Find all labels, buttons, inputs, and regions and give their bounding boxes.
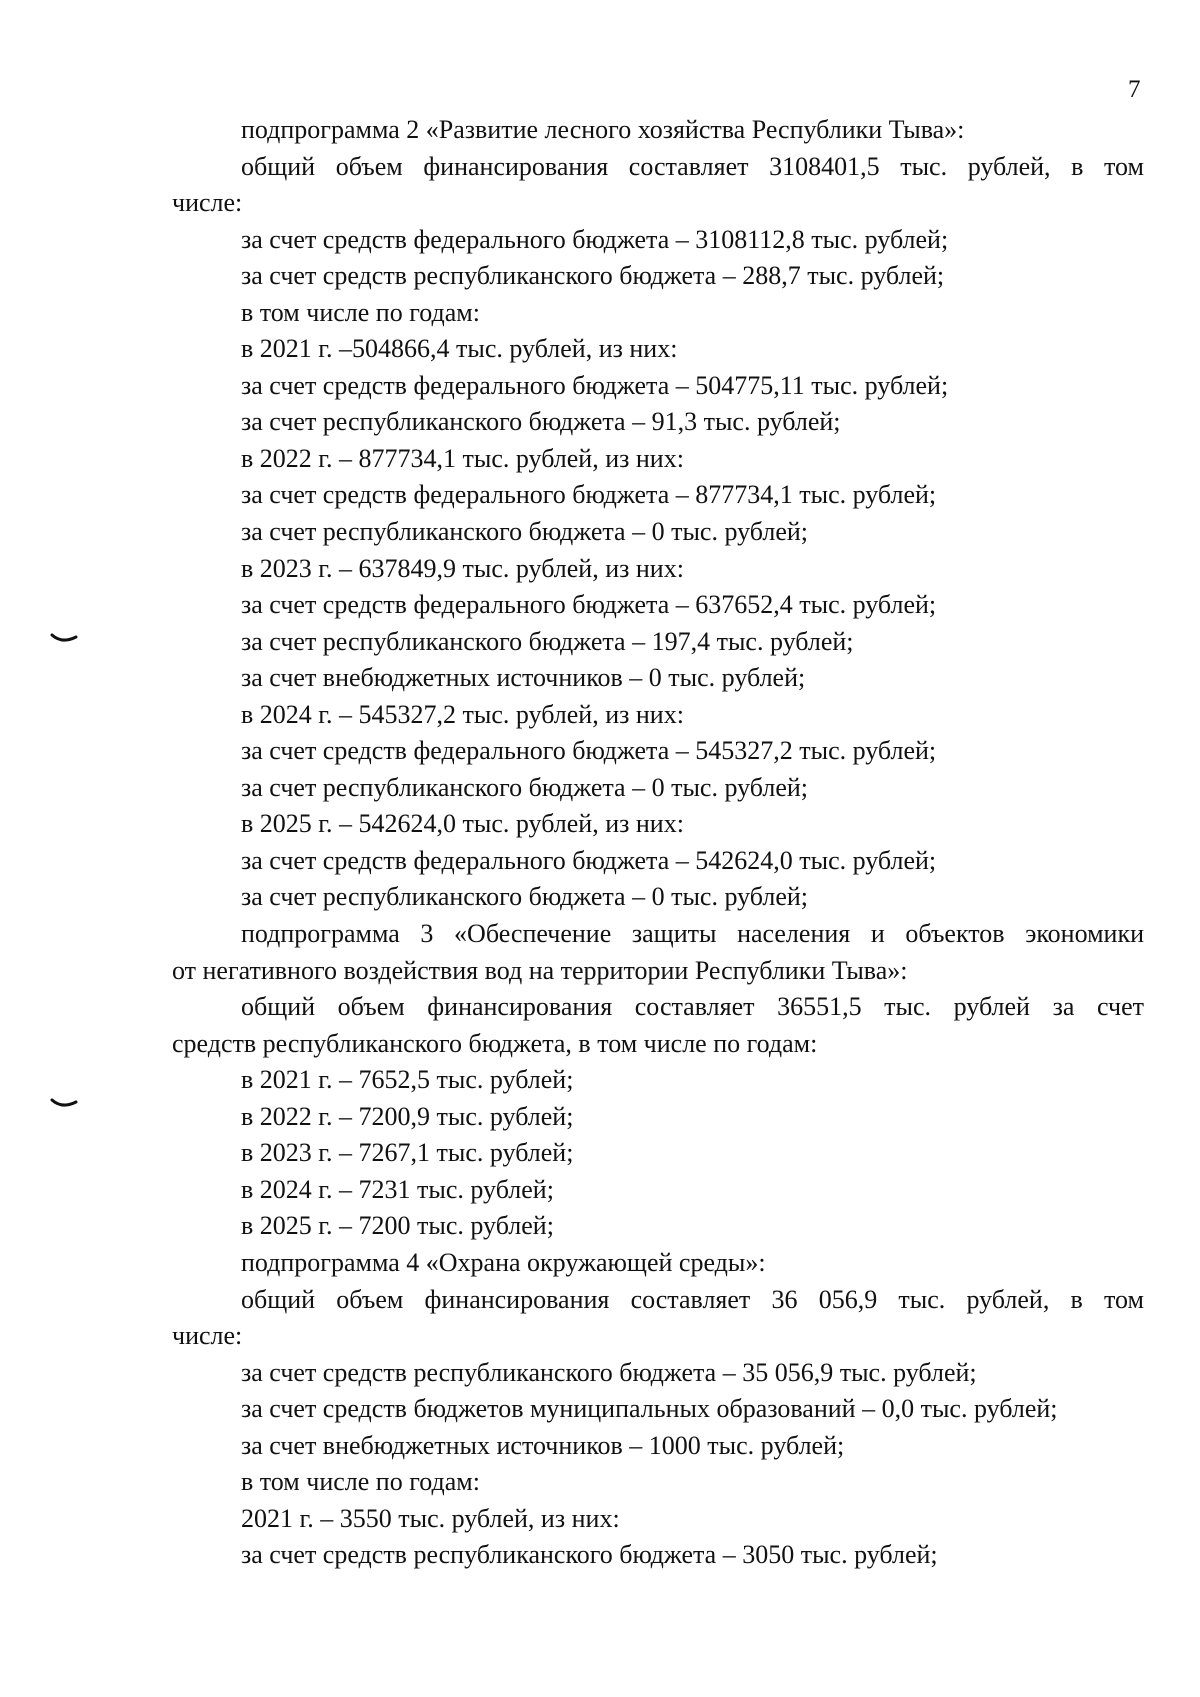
text-line: в том числе по годам: xyxy=(241,297,480,327)
year-line: в 2021 г. – 7652,5 тыс. рублей; xyxy=(241,1065,574,1095)
text-line: за счет республиканского бюджета – 91,3 тыс. рублей; xyxy=(241,407,841,437)
text-line: за счет средств республиканского бюджета – 288,7 тыс. рублей; xyxy=(241,261,945,291)
year-line: в 2025 г. – 7200 тыс. рублей; xyxy=(241,1211,554,1241)
text-line: за счет средств федерального бюджета – 542624,0 тыс. рублей; xyxy=(241,845,937,875)
document-body xyxy=(172,112,1144,1574)
text-line: средств республиканского бюджета, в том числе по годам: xyxy=(172,1028,818,1058)
text-line: от негативного воздействия вод на территории Республики Тыва»: xyxy=(172,955,908,985)
text-line: за счет республиканского бюджета – 197,4 тыс. рублей; xyxy=(241,626,854,656)
year-line: в 2023 г. – 637849,9 тыс. рублей, из них: xyxy=(241,553,684,583)
text-line: за счет средств бюджетов муниципальных образований – 0,0 тыс. рублей; xyxy=(241,1394,1058,1424)
text-line: за счет средств федерального бюджета – 545327,2 тыс. рублей; xyxy=(241,736,937,766)
text-line: за счет средств федерального бюджета – 877734,1 тыс. рублей; xyxy=(241,480,937,510)
year-line: в 2022 г. – 877734,1 тыс. рублей, из них: xyxy=(241,443,684,473)
text-line: за счет средств республиканского бюджета – 3050 тыс. рублей; xyxy=(241,1540,938,1570)
subprogram-2-heading: подпрограмма 2 «Развитие лесного хозяйства Республики Тыва»: xyxy=(241,115,965,144)
year-line: в 2024 г. – 545327,2 тыс. рублей, из них: xyxy=(241,699,684,729)
year-line: в 2023 г. – 7267,1 тыс. рублей; xyxy=(241,1138,574,1168)
text-line: за счет внебюджетных источников – 1000 тыс. рублей; xyxy=(241,1430,845,1460)
subprogram-4-total-funding: общий объем финансирования составляет 36 056,9 тыс. рублей, в том xyxy=(241,1284,1144,1314)
subprogram-3-heading: подпрограмма 3 «Обеспечение защиты населения и объектов экономики xyxy=(241,919,1144,949)
text-line: за счет средств федерального бюджета – 3108112,8 тыс. рублей; xyxy=(241,224,949,254)
subprogram-3-total-funding: общий объем финансирования составляет 36551,5 тыс. рублей за счет xyxy=(241,992,1144,1022)
text-line: за счет республиканского бюджета – 0 тыс. рублей; xyxy=(241,772,808,802)
text-line: за счет республиканского бюджета – 0 тыс. рублей; xyxy=(241,882,808,912)
page-number: 7 xyxy=(1128,76,1141,103)
binder-hole-mark xyxy=(50,632,78,646)
text-line: за счет средств федерального бюджета – 637652,4 тыс. рублей; xyxy=(241,590,937,620)
year-line: 2021 г. – 3550 тыс. рублей, из них: xyxy=(241,1503,620,1533)
year-line: в 2024 г. – 7231 тыс. рублей; xyxy=(241,1174,554,1204)
text-line: числе: xyxy=(172,1321,243,1351)
text-line: за счет внебюджетных источников – 0 тыс. рублей; xyxy=(241,663,806,693)
year-line: в 2021 г. –504866,4 тыс. рублей, из них: xyxy=(241,334,678,364)
binder-hole-mark xyxy=(50,1097,78,1111)
text-line: числе: xyxy=(172,188,243,218)
text-line: за счет средств республиканского бюджета – 35 056,9 тыс. рублей; xyxy=(241,1357,977,1387)
subprogram-4-heading: подпрограмма 4 «Охрана окружающей среды»: xyxy=(241,1247,766,1277)
year-line: в 2022 г. – 7200,9 тыс. рублей; xyxy=(241,1101,574,1131)
text-line: в том числе по годам: xyxy=(241,1467,480,1497)
text-line: за счет республиканского бюджета – 0 тыс. рублей; xyxy=(241,517,808,547)
text-line: за счет средств федерального бюджета – 504775,11 тыс. рублей; xyxy=(241,370,949,400)
year-line: в 2025 г. – 542624,0 тыс. рублей, из них: xyxy=(241,809,684,839)
subprogram-2-total-funding: общий объем финансирования составляет 3108401,5 тыс. рублей, в том xyxy=(241,151,1144,181)
